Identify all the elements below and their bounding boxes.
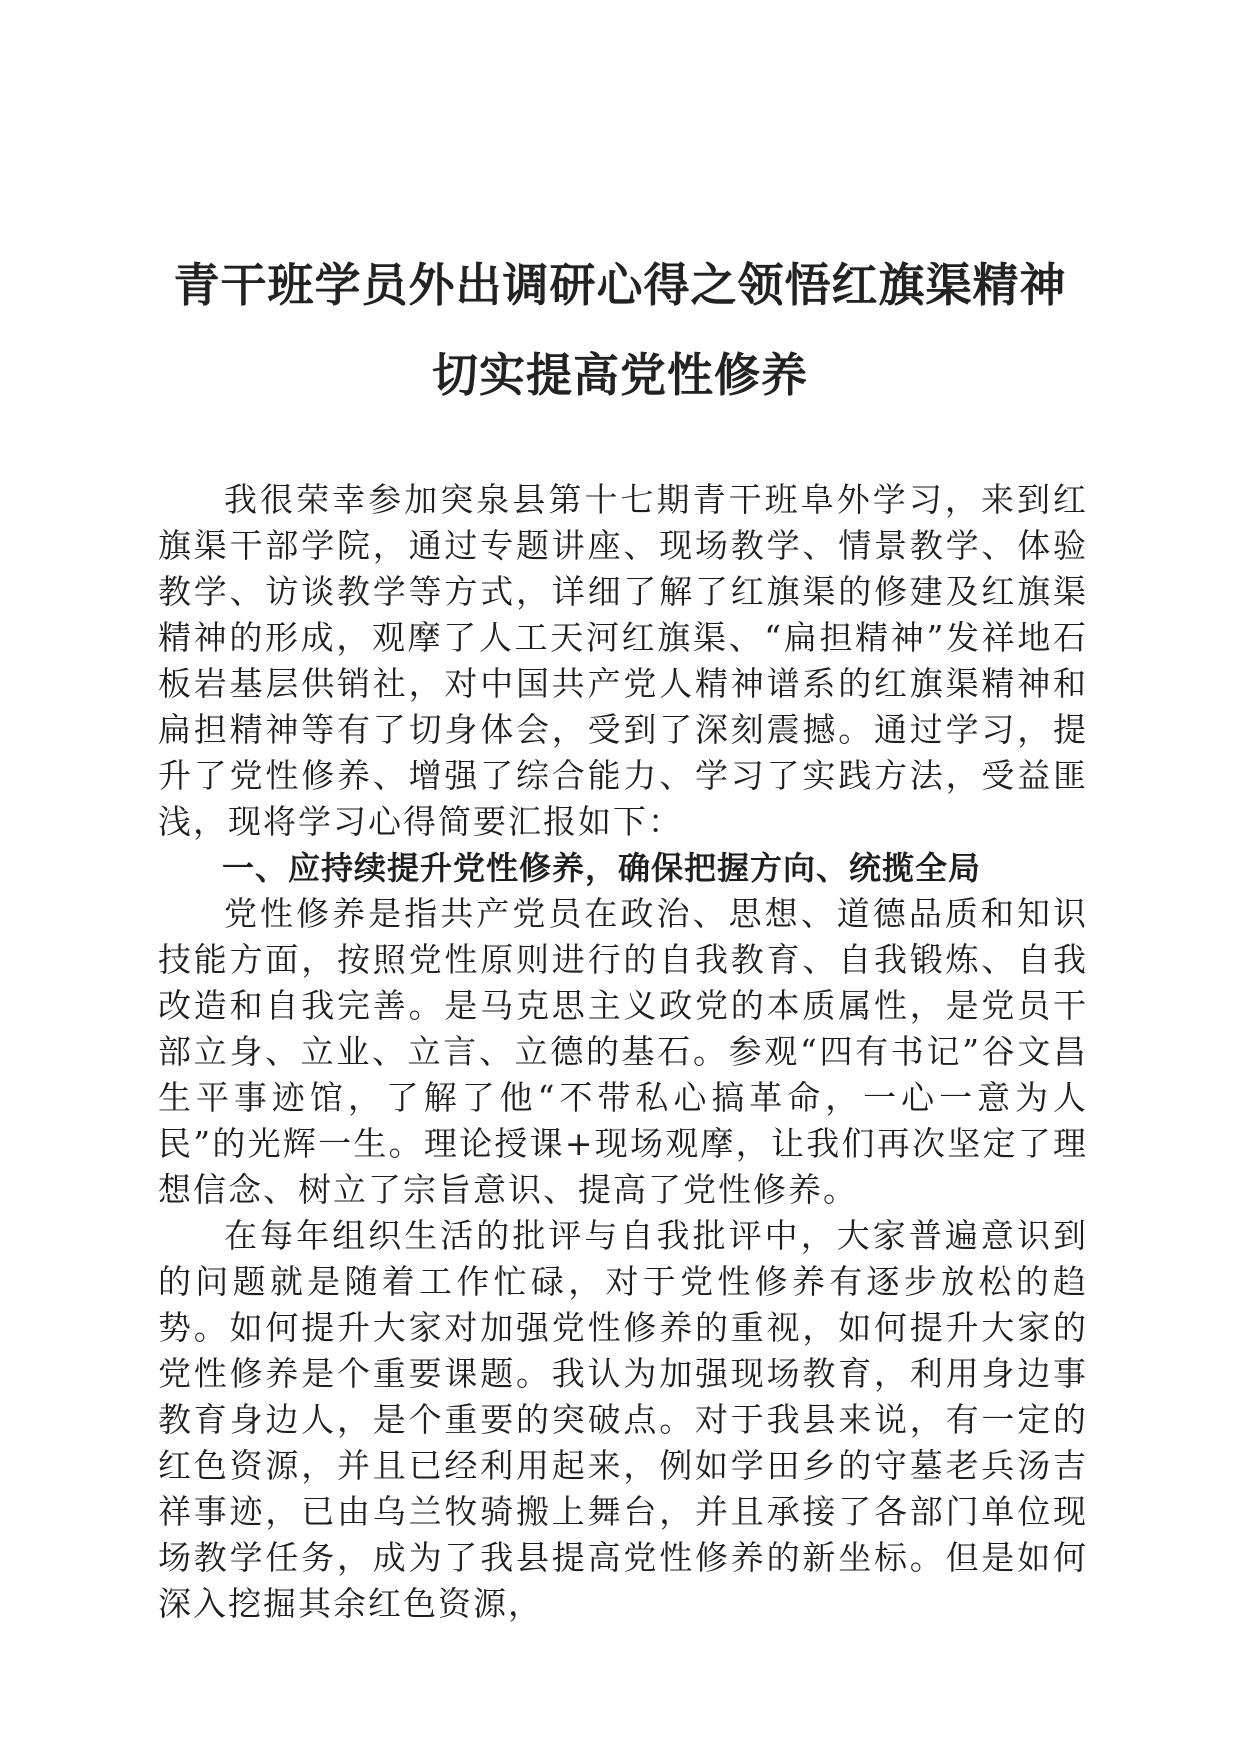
section-heading-1: 一、应持续提升党性修养，确保把握方向、统揽全局 <box>222 849 982 887</box>
document-body <box>158 477 1088 1627</box>
document-title-line-1: 青干班学员外出调研心得之领悟红旗渠精神 <box>173 258 1067 312</box>
paragraph-party-spirit: 党性修养是指共产党员在政治、思想、道德品质和知识技能方面，按照党性原则进行的自我教育、自我锻炼、自我改造和自我完善。是马克思主义政党的本质属性，是党员干部立身、立业、立言、立德的基石。参观“四有书记”谷文昌生平事迹馆，了解了他“不带私心搞革命，一心一意为人民”的光辉一生。理论授课+现场观摩，让我们再次坚定了理想信念、树立了宗旨意识、提高了党性修养。 <box>158 894 1088 1209</box>
paragraph-criticism: 在每年组织生活的批评与自我批评中，大家普遍意识到的问题就是随着工作忙碌，对于党性修养有逐步放松的趋势。如何提升大家对加强党性修养的重视，如何提升大家的党性修养是个重要课题。我认为加强现场教育，利用身边事教育身边人，是个重要的突破点。对于我县来说，有一定的红色资源，并且已经利用起来，例如学田乡的守墓老兵汤吉祥事迹，已由乌兰牧骑搬上舞台，并且承接了各部门单位现场教学任务，成为了我县提高党性修养的新坐标。但是如何深入挖掘其余红色资源， <box>158 1216 1088 1623</box>
paragraph-intro: 我很荣幸参加突泉县第十七期青干班阜外学习，来到红旗渠干部学院，通过专题讲座、现场教学、情景教学、体验教学、访谈教学等方式，详细了解了红旗渠的修建及红旗渠精神的形成，观摩了人工天河红旗渠、“扁担精神”发祥地石板岩基层供销社，对中国共产党人精神谱系的红旗渠精神和扁担精神等有了切身体会，受到了深刻震撼。通过学习，提升了党性修养、增强了综合能力、学习了实践方法，受益匪浅，现将学习心得简要汇报如下： <box>158 480 1088 841</box>
document-title-line-2: 切实提高党性修养 <box>432 348 808 402</box>
